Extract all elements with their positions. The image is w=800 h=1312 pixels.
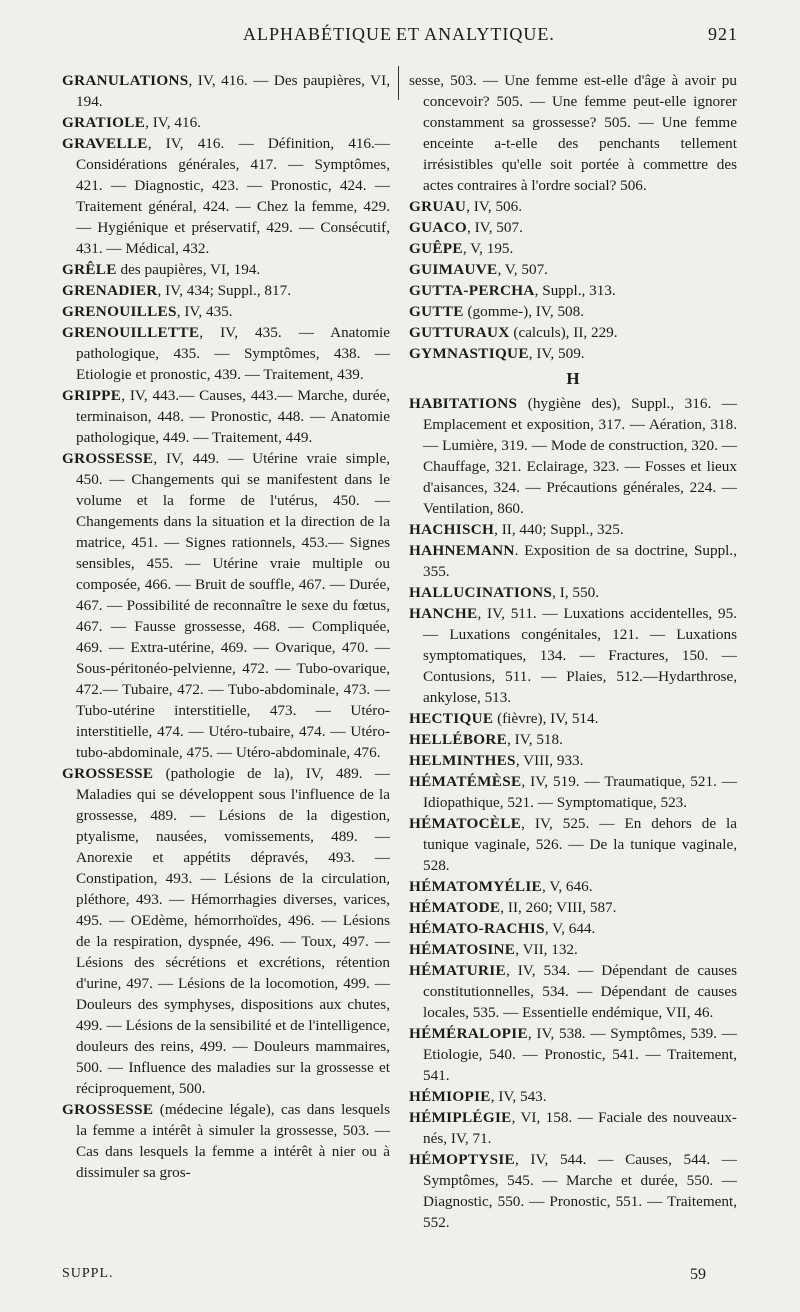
entry-text: , II, 440; Suppl., 325.: [494, 521, 624, 538]
index-entry: [409, 1086, 737, 1107]
right-column-part-g: [409, 70, 737, 364]
index-entry: [62, 259, 390, 280]
entry-text: , V, 195.: [462, 240, 514, 257]
entry-heading: GROSSESSE: [62, 1101, 154, 1118]
index-entry: [409, 750, 737, 771]
entry-text: , IV, 519. — Traumatique, 521. — Idiopathique, 521. — Symptomatique, 523.: [423, 773, 737, 811]
entry-text: , VI, 158. — Faciale des nouveaux-nés, IV, 71.: [423, 1109, 737, 1147]
index-entry: [409, 603, 737, 708]
index-entry: [409, 918, 737, 939]
index-entry: [62, 763, 390, 1099]
entry-text: , IV, 435. — Anatomie pathologique, 435. — Symptômes, 438. — Etiologie et pronostic, 439. — Traitement, 439.: [76, 324, 390, 383]
right-column: [409, 70, 737, 1233]
entry-text: , V, 644.: [544, 920, 596, 937]
entry-heading: HALLUCINATIONS: [409, 584, 553, 601]
index-entry: [62, 448, 390, 763]
entry-heading: HABITATIONS: [409, 395, 518, 412]
index-entry: [409, 939, 737, 960]
entry-heading: HÉMÉRALOPIE: [409, 1025, 528, 1042]
entry-text: , IV, 518.: [507, 731, 563, 748]
entry-text: , IV, 543.: [490, 1088, 547, 1105]
entry-heading: GROSSESSE: [62, 765, 154, 782]
column-divider: [398, 66, 399, 100]
entry-heading: HELMINTHES: [409, 752, 516, 769]
index-entry: [409, 876, 737, 897]
entry-text: , V, 507.: [497, 261, 548, 278]
entry-text: , V, 646.: [542, 878, 593, 895]
entry-text: , IV, 449. — Utérine vraie simple, 450. — Changements qui se manifestent dans le volume et la forme de l'utérus, 450. — Changements dans la situation et la direction de la matrice, 451. — Signes rationnels, 453.— Signes sensibles, 455. — Utérine vraie multiple ou composée, 466. — Bruit de souffle, 467. — Durée, 467. — Possibilité de reconnaître le sexe du fœtus, 467. — Fausse grossesse, 468. — Compliquée, 469. — Extra-utérine, 469. — Ovarique, 470. — Sous-péritonéo-pelvienne, 472. — Tubo-ovarique, 472.— Tubaire, 472. — Tubo-abdominale, 473. — Tubo-utérine interstitielle, 473. — Utéro-interstitielle, 474. — Utéro-tubaire, 474. — Utéro-tubo-abdominale, 475. — Utéro-abdominale, 476.: [76, 450, 390, 761]
entry-text: , IV, 443.— Causes, 443.— Marche, durée, terminaison, 448. — Pronostic, 448. — Anatomie pathologique, 449. — Traitement, 449.: [76, 387, 390, 446]
entry-heading: GUTTA-PERCHA: [409, 282, 535, 299]
index-entry: [62, 112, 390, 133]
index-entry: [62, 1099, 390, 1183]
index-entry: [409, 280, 737, 301]
entry-heading: GUTTURAUX: [409, 324, 510, 341]
entry-heading: HÉMATO-RACHIS: [409, 920, 545, 937]
entry-heading: HÉMATODE: [409, 899, 501, 916]
entry-heading: HÉMATÉMÈSE: [409, 773, 522, 790]
right-column-part-h: [409, 393, 737, 1233]
entry-text: (calculs), II, 229.: [509, 324, 618, 341]
entry-text: (gomme-), IV, 508.: [463, 303, 585, 320]
entry-heading: GRANULATIONS: [62, 72, 189, 89]
index-entry: [409, 301, 737, 322]
section-letter: H: [566, 369, 580, 388]
index-entry: [409, 540, 737, 582]
entry-heading: GROSSESSE: [62, 450, 154, 467]
index-entry: [409, 259, 737, 280]
left-column: [62, 70, 390, 1183]
entry-heading: GRAVELLE: [62, 135, 148, 152]
entry-text: , IV, 525. — En dehors de la tunique vaginale, 526. — De la tunique vaginale, 528.: [423, 815, 737, 874]
entry-heading: HÉMOPTYSIE: [409, 1151, 515, 1168]
footer-signature: SUPPL.: [62, 1266, 114, 1281]
index-entry: [62, 280, 390, 301]
index-entry: [409, 322, 737, 343]
page-number: 921: [708, 24, 738, 44]
entry-text: sesse, 503. — Une femme est-elle d'âge à avoir pu concevoir? 505. — Une femme peut-elle ignorer constamment sa grossesse? 505. — Une femme enceinte a-t-elle des penchants tellement irrésistibles qu'elle soit portée à commettre des actes contraires à l'ordre social? 506.: [409, 72, 737, 194]
footer-sheet-number: 59: [690, 1266, 706, 1283]
header-right: ET ANALYTIQUE.: [396, 24, 555, 44]
entry-heading: HÉMIOPIE: [409, 1088, 491, 1105]
index-entry: [62, 133, 390, 259]
entry-text: , I, 550.: [552, 584, 599, 601]
entry-text: , IV, 538. — Symptômes, 539. — Etiologie, 540. — Pronostic, 541. — Traitement, 541.: [423, 1025, 737, 1084]
entry-heading: GRÊLE: [62, 261, 117, 278]
index-entry: [409, 960, 737, 1023]
index-entry: [409, 519, 737, 540]
entry-heading: HÉMATOSINE: [409, 941, 516, 958]
entry-text: (médecine légale), cas dans lesquels la femme a intérêt à simuler la grossesse, 503. — Cas dans lesquels la femme a intérêt à nier ou à dissimuler sa gros-: [76, 1101, 390, 1181]
entry-text: , IV, 544. — Causes, 544. — Symptômes, 545. — Marche et durée, 550. — Diagnostic, 550. — Pronostic, 551. — Traitement, 552.: [423, 1151, 737, 1231]
entry-heading: HACHISCH: [409, 521, 495, 538]
index-entry: [409, 813, 737, 876]
index-entry: [409, 582, 737, 603]
index-entry: [409, 217, 737, 238]
entry-heading: HAHNEMANN: [409, 542, 515, 559]
index-entry: [62, 70, 390, 112]
index-entry: [62, 385, 390, 448]
entry-text: , IV, 434; Suppl., 817.: [157, 282, 291, 299]
entry-heading: GUACO: [409, 219, 468, 236]
index-entry: [409, 1023, 737, 1086]
entry-heading: GRATIOLE: [62, 114, 146, 131]
entry-heading: GRIPPE: [62, 387, 122, 404]
entry-text: . Exposition de sa doctrine, Suppl., 355.: [423, 542, 737, 580]
entry-heading: HÉMATOMYÉLIE: [409, 878, 542, 895]
index-entry: [409, 238, 737, 259]
index-entry: [409, 70, 737, 196]
index-entry: [62, 301, 390, 322]
entry-heading: GUÊPE: [409, 240, 463, 257]
index-entry: [409, 771, 737, 813]
entry-text: , IV, 435.: [176, 303, 233, 320]
entry-text: , IV, 416. — Des paupières, VI, 194.: [76, 72, 390, 110]
index-entry: [409, 708, 737, 729]
entry-heading: HÉMATURIE: [409, 962, 506, 979]
entry-text: , IV, 416.: [145, 114, 201, 131]
index-entry: [62, 322, 390, 385]
entry-text: (hygiène des), Suppl., 316. — Emplacement et exposition, 317. — Aération, 318. — Lumière, 319. — Mode de construction, 320. — Chauffage, 321. Eclairage, 323. — Fosses et lieux d'aisances, 324. — Précautions générales, 224. — Ventilation, 860.: [423, 395, 737, 517]
entry-text: , IV, 506.: [466, 198, 523, 215]
entry-heading: HÉMATOCÈLE: [409, 815, 522, 832]
entry-text: , VIII, 933.: [515, 752, 584, 769]
entry-text: , IV, 416. — Définition, 416.— Considérations générales, 417. — Symptômes, 421. — Diagnostic, 423. — Pronostic, 424. — Traitement général, 424. — Chez la femme, 429. — Hygiénique et préservatif, 429. — Consécutif, 431. — Médical, 432.: [76, 135, 390, 257]
entry-text: (pathologie de la), IV, 489. — Maladies qui se développent sous l'influence de la grossesse, 489. — Lésions de la digestion, ptyalisme, nausées, vomissements, 489. — Anorexie et appétits dépravés, 493. — Constipation, 493. — Lésions de la circulation, pléthore, 493. — Hémorrhagies diverses, varices, 495. — OEdème, hémorrhoïdes, 496. — Lésions de la respiration, dyspnée, 496. — Toux, 497. — Lésions des sécrétions et excrétions, rétention d'urine, 497. — Lésions de la locomotion, 499. — Douleurs des symphyses, dispositions aux chutes, 499. — Lésions de la sensibilité et de l'intelligence, douleurs des reins, 499. — Douleurs mammaires, 500. — Influence des maladies sur la grossesse et réciproquement, 500.: [76, 765, 390, 1097]
index-entry: [409, 393, 737, 519]
running-header: [58, 24, 738, 48]
entry-heading: GUIMAUVE: [409, 261, 498, 278]
index-entry: [409, 729, 737, 750]
index-entry: [409, 897, 737, 918]
index-entry: [409, 1107, 737, 1149]
entry-text: , IV, 534. — Dépendant de causes constitutionnelles, 534. — Dépendant de causes locales, 535. — Essentielle endémique, VII, 46.: [423, 962, 737, 1021]
entry-text: , IV, 507.: [467, 219, 523, 236]
entry-text: , IV, 509.: [528, 345, 585, 362]
entry-heading: GRENOUILLES: [62, 303, 177, 320]
header-left: ALPHABÉTIQUE: [243, 24, 392, 44]
entry-heading: HECTIQUE: [409, 710, 494, 727]
index-entry: [409, 343, 737, 364]
entry-heading: GRENADIER: [62, 282, 158, 299]
index-entry: [409, 1149, 737, 1233]
entry-text: (fièvre), IV, 514.: [493, 710, 599, 727]
entry-text: , IV, 511. — Luxations accidentelles, 95. — Luxations congénitales, 121. — Luxations symptomatiques, 134. — Fractures, 150. — Contusions, 511. — Plaies, 512.—Hydarthrose, ankylose, 513.: [423, 605, 737, 706]
index-entry: [409, 196, 737, 217]
entry-text: , Suppl., 313.: [534, 282, 616, 299]
entry-heading: HELLÉBORE: [409, 731, 508, 748]
entry-text: des paupières, VI, 194.: [116, 261, 261, 278]
entry-heading: HÉMIPLÉGIE: [409, 1109, 512, 1126]
entry-heading: GRENOUILLETTE: [62, 324, 200, 341]
entry-heading: HANCHE: [409, 605, 478, 622]
entry-heading: GYMNASTIQUE: [409, 345, 529, 362]
entry-text: , II, 260; VIII, 587.: [500, 899, 617, 916]
entry-text: , VII, 132.: [515, 941, 578, 958]
entry-heading: GUTTE: [409, 303, 464, 320]
entry-heading: GRUAU: [409, 198, 467, 215]
